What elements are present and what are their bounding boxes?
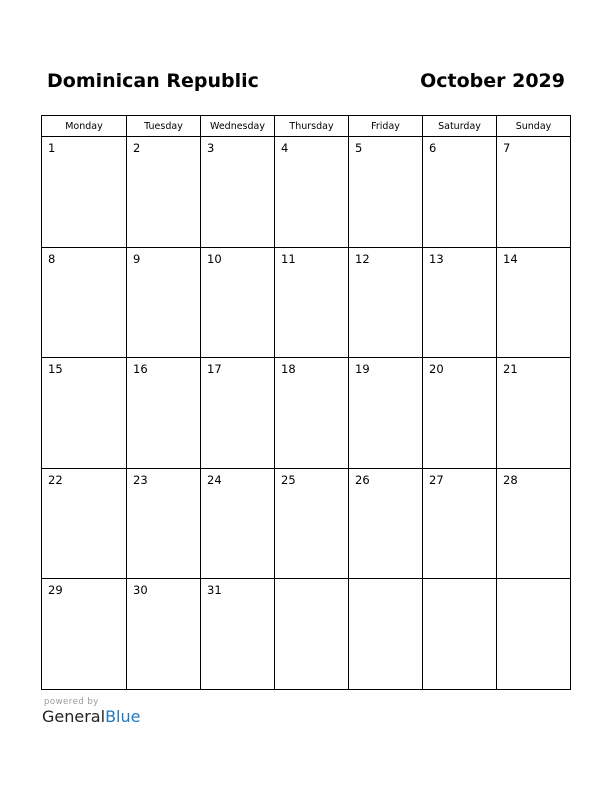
day-number: 24 xyxy=(207,472,222,487)
day-number: 28 xyxy=(503,472,518,487)
day-number: 21 xyxy=(503,362,518,376)
day-number: 22 xyxy=(48,472,63,487)
day-number: 8 xyxy=(48,251,56,266)
day-number: 18 xyxy=(281,362,296,376)
day-cell xyxy=(127,358,201,469)
day-cell xyxy=(275,247,349,358)
day-number: 5 xyxy=(355,141,363,155)
logo-blue: Blue xyxy=(105,707,141,726)
calendar-grid xyxy=(41,115,571,690)
day-number: 26 xyxy=(355,472,370,487)
day-number: 1 xyxy=(48,141,56,155)
day-cell xyxy=(42,579,127,690)
week-row xyxy=(42,247,571,358)
day-number: 13 xyxy=(429,251,444,266)
day-number: 23 xyxy=(133,472,148,487)
week-row xyxy=(42,468,571,579)
day-cell xyxy=(423,579,497,690)
day-cell xyxy=(423,358,497,469)
weekday-header-row xyxy=(42,116,571,137)
week-row xyxy=(42,579,571,690)
day-number: 10 xyxy=(207,251,222,266)
month-title: October 2029 xyxy=(420,70,565,92)
day-cell xyxy=(127,247,201,358)
day-number: 29 xyxy=(48,583,63,597)
day-cell xyxy=(349,358,423,469)
day-number xyxy=(349,579,422,583)
weekday-header: Thursday xyxy=(275,116,349,137)
day-cell xyxy=(127,579,201,690)
weekday-header: Friday xyxy=(349,116,423,137)
day-number: 2 xyxy=(133,141,141,155)
day-number: 30 xyxy=(133,583,148,597)
day-cell xyxy=(201,579,275,690)
week-row xyxy=(42,358,571,469)
day-cell xyxy=(423,468,497,579)
day-cell xyxy=(275,579,349,690)
day-number: 20 xyxy=(429,362,444,376)
day-cell xyxy=(42,137,127,248)
day-cell xyxy=(423,137,497,248)
day-number: 6 xyxy=(429,141,437,155)
day-cell xyxy=(497,468,571,579)
day-cell xyxy=(275,137,349,248)
weekday-header: Wednesday xyxy=(201,116,275,137)
day-cell xyxy=(275,468,349,579)
powered-by-label: powered by xyxy=(44,697,99,707)
day-number: 12 xyxy=(355,251,370,266)
day-cell xyxy=(497,247,571,358)
day-number xyxy=(275,579,348,583)
country-title: Dominican Republic xyxy=(47,70,259,92)
day-cell xyxy=(349,247,423,358)
day-cell xyxy=(201,247,275,358)
day-number: 19 xyxy=(355,362,370,376)
weekday-header: Sunday xyxy=(497,116,571,137)
day-cell xyxy=(42,468,127,579)
day-number: 4 xyxy=(281,141,289,155)
day-cell xyxy=(127,137,201,248)
day-number: 3 xyxy=(207,141,215,155)
day-number: 14 xyxy=(503,251,518,266)
day-number: 11 xyxy=(281,251,296,266)
day-cell xyxy=(497,579,571,690)
day-cell xyxy=(349,579,423,690)
day-cell xyxy=(127,468,201,579)
day-number xyxy=(423,579,496,583)
day-number: 9 xyxy=(133,251,141,266)
week-row xyxy=(42,137,571,248)
day-cell xyxy=(201,137,275,248)
day-cell xyxy=(349,468,423,579)
day-number: 17 xyxy=(207,362,222,376)
generalblue-logo[interactable] xyxy=(42,707,140,726)
day-cell xyxy=(201,468,275,579)
day-number: 27 xyxy=(429,472,444,487)
day-cell xyxy=(42,247,127,358)
day-cell xyxy=(497,137,571,248)
day-number: 15 xyxy=(48,362,63,376)
weekday-header: Saturday xyxy=(423,116,497,137)
day-cell xyxy=(349,137,423,248)
day-cell xyxy=(275,358,349,469)
day-cell xyxy=(423,247,497,358)
day-cell xyxy=(497,358,571,469)
weekday-header: Tuesday xyxy=(127,116,201,137)
day-cell xyxy=(201,358,275,469)
logo-general: General xyxy=(42,707,106,726)
weekday-header: Monday xyxy=(42,116,127,137)
day-number: 7 xyxy=(503,141,511,155)
day-number: 25 xyxy=(281,472,296,487)
day-number: 16 xyxy=(133,362,148,376)
day-number: 31 xyxy=(207,583,222,597)
day-cell xyxy=(42,358,127,469)
day-number xyxy=(497,579,570,583)
